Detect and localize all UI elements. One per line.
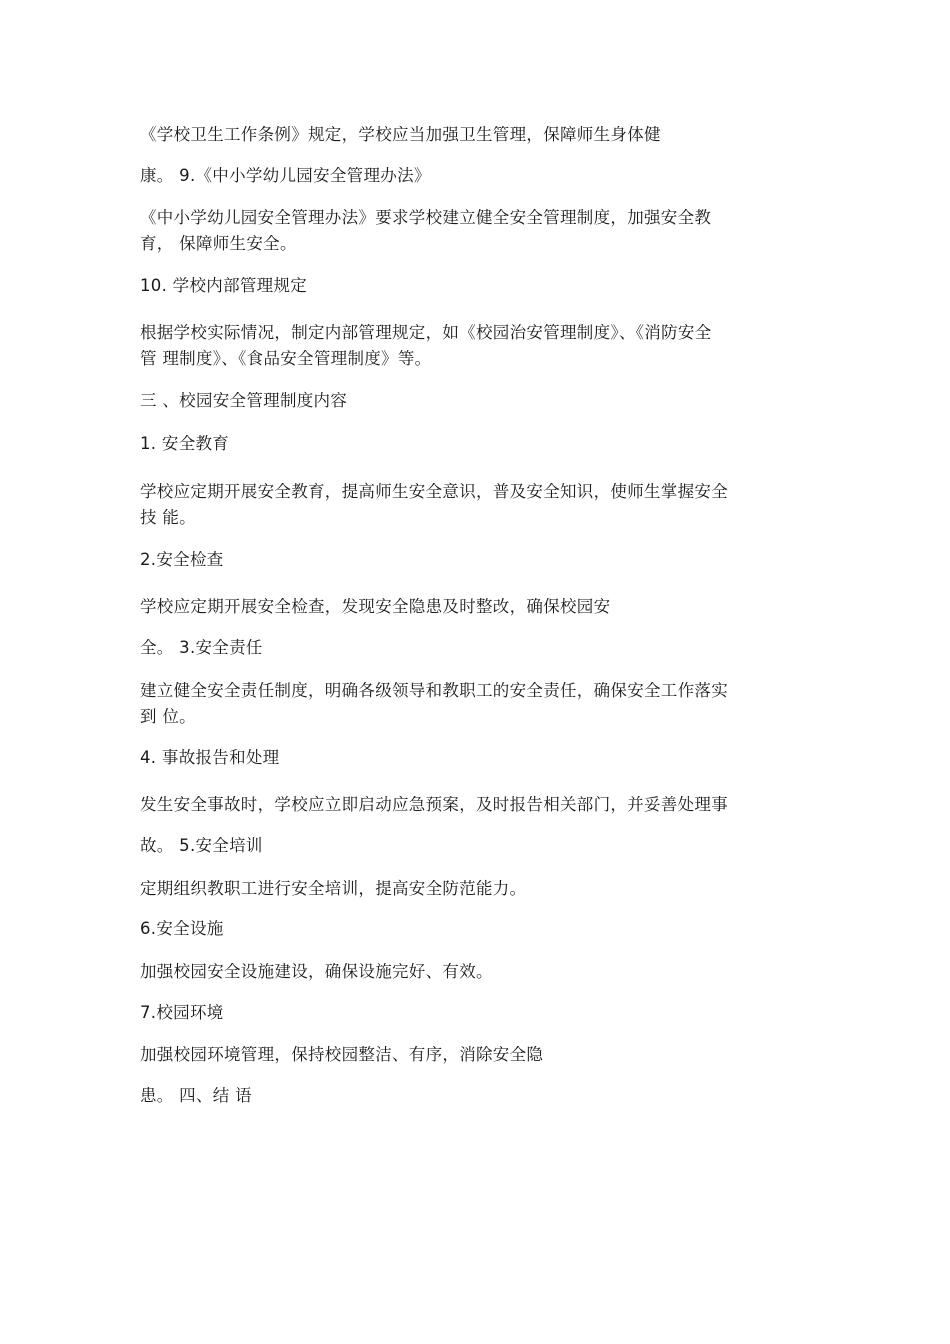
text-line: 加强校园安全设施建设，确保设施完好、有效。 <box>140 962 493 981</box>
text-line: 全。 3.安全责任 <box>140 638 263 657</box>
text-line: 技 能。 <box>140 508 196 527</box>
text-line: 故。 5.安全培训 <box>140 836 263 855</box>
subsection-heading: 4. 事故报告和处理 <box>140 748 280 767</box>
text-line: 《学校卫生工作条例》规定，学校应当加强卫生管理，保障师生身体健 <box>140 125 661 144</box>
text-line: 《中小学幼儿园安全管理办法》要求学校建立健全安全管理制度，加强安全教 <box>140 208 712 227</box>
subsection-heading: 7.校园环境 <box>140 1003 224 1022</box>
subsection-heading: 1. 安全教育 <box>140 434 230 453</box>
text-line: 康。 9.《中小学幼儿园安全管理办法》 <box>140 166 431 185</box>
text-line: 到 位。 <box>140 707 196 726</box>
text-line: 学校应定期开展安全检查，发现安全隐患及时整改，确保校园安 <box>140 597 611 616</box>
subsection-heading: 2.安全检查 <box>140 550 224 569</box>
text-line: 加强校园环境管理，保持校园整洁、有序，消除安全隐 <box>140 1045 544 1064</box>
text-line: 根据学校实际情况，制定内部管理规定，如《校园治安管理制度》、《消防安全 <box>140 323 712 342</box>
section-heading: 三 、校园安全管理制度内容 <box>140 391 348 410</box>
section-heading: 10. 学校内部管理规定 <box>140 276 308 295</box>
text-line: 学校应定期开展安全教育，提高师生安全意识，普及安全知识，使师生掌握安全 <box>140 482 728 501</box>
text-line: 建立健全安全责任制度，明确各级领导和教职工的安全责任，确保安全工作落实 <box>140 681 728 700</box>
subsection-heading: 6.安全设施 <box>140 919 224 938</box>
text-line: 患。 四、结 语 <box>140 1086 252 1105</box>
text-line: 发生安全事故时，学校应立即启动应急预案，及时报告相关部门，并妥善处理事 <box>140 795 728 814</box>
text-line: 育， 保障师生安全。 <box>140 234 297 253</box>
text-line: 定期组织教职工进行安全培训，提高安全防范能力。 <box>140 879 527 898</box>
text-line: 管 理制度》、《食品安全管理制度》等。 <box>140 349 432 368</box>
